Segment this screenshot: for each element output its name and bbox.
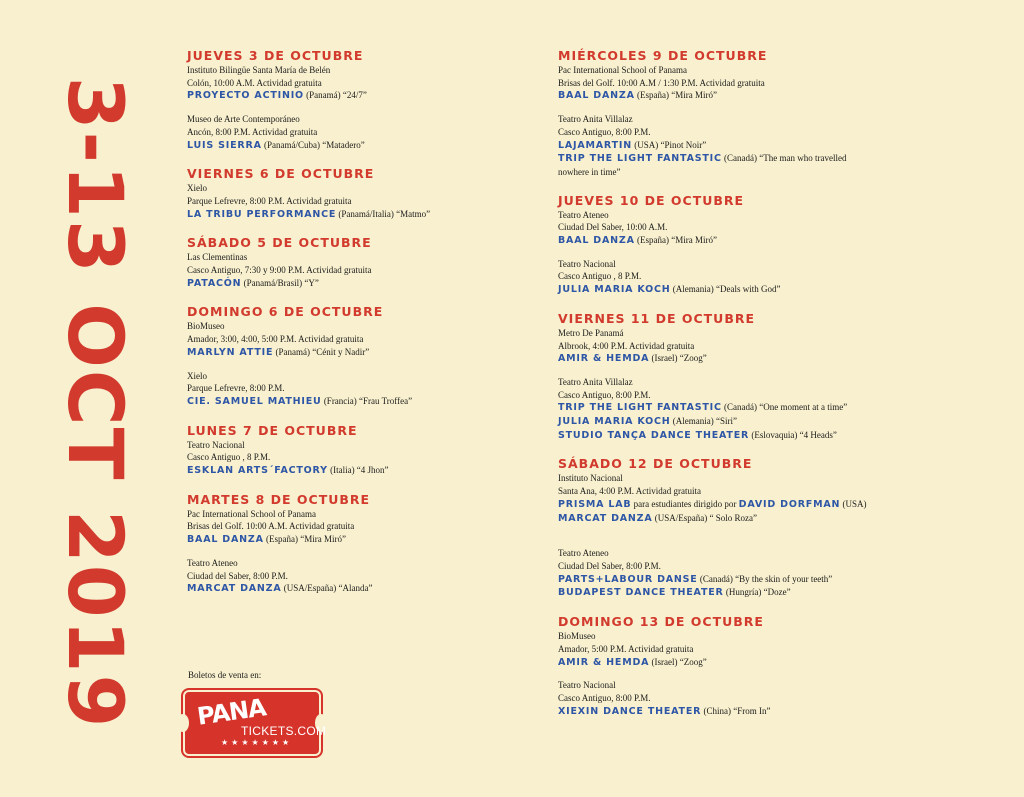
artist-name: CIE. SAMUEL MATHIEU xyxy=(187,395,322,407)
artist-name: JULIA MARIA KOCH xyxy=(558,416,671,428)
day-title: DOMINGO 13 DE OCTUBRE xyxy=(558,614,764,630)
event xyxy=(558,472,998,525)
performance-line xyxy=(187,346,517,360)
venue: BioMuseo xyxy=(558,631,596,642)
venue: Teatro Ateneo xyxy=(187,557,238,568)
performance-note-continued: nowhere in time” xyxy=(558,166,621,177)
event xyxy=(187,370,517,409)
artist-name: MARCAT DANZA xyxy=(187,583,282,595)
performance-line xyxy=(187,139,517,153)
event xyxy=(187,182,517,221)
performance-note: (USA/España) “ Solo Roza” xyxy=(652,512,758,523)
performance-note: (USA) xyxy=(840,498,867,509)
artist-name: LAJAMARTIN xyxy=(558,139,632,151)
day-title: JUEVES 10 DE OCTUBRE xyxy=(558,192,745,208)
logo-tickets-text: TICKETS.COM xyxy=(241,724,327,738)
performance-note: (Canadá) “The man who travelled xyxy=(721,153,847,164)
event-details: Brisas del Golf. 10:00 A.M / 1:30 P.M. Actividad gratuita xyxy=(558,77,765,88)
day-block xyxy=(187,492,517,596)
performance-line xyxy=(187,464,517,478)
event-details: Casco Antiguo, 8:00 P.M. xyxy=(558,692,651,703)
performance-line xyxy=(558,401,998,415)
day-block xyxy=(187,304,517,408)
day-title: MIÉRCOLES 9 DE OCTUBRE xyxy=(558,48,768,63)
artist-name: PROYECTO ACTINIO xyxy=(187,90,304,102)
artist-name: BUDAPEST DANCE THEATER xyxy=(558,587,724,599)
day-title: SÁBADO 5 DE OCTUBRE xyxy=(187,235,372,251)
venue: Xielo xyxy=(187,370,207,381)
venue: Pac International School of Panama xyxy=(558,65,687,75)
event-details: Ciudad del Saber, 8:00 P.M. xyxy=(187,570,288,581)
event xyxy=(558,258,998,297)
performance-note: (Italia) “4 Jhon” xyxy=(327,465,389,476)
performance-note: (Panamá) “Cénit y Nadir” xyxy=(273,346,370,357)
performance-line xyxy=(558,573,998,587)
performance-line xyxy=(558,656,998,670)
event xyxy=(558,113,998,179)
artist-name: PATACÓN xyxy=(187,277,242,289)
venue: Teatro Nacional xyxy=(558,680,616,691)
event-details: Brisas del Golf. 10:00 A.M. Actividad gratuita xyxy=(187,521,355,532)
artist-name: BAAL DANZA xyxy=(187,534,264,546)
event-details: Ciudad Del Saber, 10:00 A.M. xyxy=(558,222,668,233)
venue: Teatro Ateneo xyxy=(558,209,609,220)
venue: Museo de Arte Contemporáneo xyxy=(187,114,300,125)
day-title: MARTES 8 DE OCTUBRE xyxy=(187,491,371,507)
performance-note: para estudiantes dirigido por xyxy=(631,498,739,509)
event xyxy=(558,679,998,718)
schedule-column-left xyxy=(187,48,517,610)
artist-name: XIEXIN DANCE THEATER xyxy=(558,705,702,717)
performance-note: (España) “Mira Miró” xyxy=(634,90,717,101)
performance-note: (Israel) “Zoog” xyxy=(649,353,707,364)
day-title: LUNES 7 DE OCTUBRE xyxy=(187,422,358,438)
day-block xyxy=(558,614,998,718)
artist-name: AMIR & HEMDA xyxy=(558,656,650,668)
performance-note: (Alemania) “Siri” xyxy=(670,416,738,427)
event-details: Colón, 10:00 A.M. Actividad gratuita xyxy=(187,77,322,88)
day-block xyxy=(187,48,517,152)
artist-name: MARLYN ATTIE xyxy=(187,346,274,358)
day-block xyxy=(558,456,998,600)
event xyxy=(187,64,517,103)
date-range-banner xyxy=(10,58,180,748)
performance-note: (Panamá/Italia) “Matmo” xyxy=(336,208,431,219)
performance-line xyxy=(558,586,998,600)
event-details: Casco Antiguo , 8 P.M. xyxy=(558,271,642,282)
venue: BioMuseo xyxy=(187,321,225,332)
logo-pana-text: PANA xyxy=(195,693,268,731)
event xyxy=(187,320,517,359)
performance-note: (Panamá) “24/7” xyxy=(303,90,367,101)
performance-line xyxy=(558,152,998,166)
day-title: JUEVES 3 DE OCTUBRE xyxy=(187,48,364,63)
event xyxy=(187,557,517,596)
venue: Instituto Nacional xyxy=(558,473,623,484)
performance-note: (Alemania) “Deals with God” xyxy=(670,284,781,295)
performance-line xyxy=(558,139,998,153)
day-title: DOMINGO 6 DE OCTUBRE xyxy=(187,304,384,320)
event-details: Casco Antiguo, 7:30 y 9:00 P.M. Actividad gratuita xyxy=(187,265,372,276)
event-details: Parque Lefrevre, 8:00 P.M. Actividad gratuita xyxy=(187,195,352,206)
artist-name: BAAL DANZA xyxy=(558,235,635,247)
performance-note: (Israel) “Zoog” xyxy=(649,656,707,667)
artist-name: STUDIO TANÇA DANCE THEATER xyxy=(558,429,750,441)
event xyxy=(558,209,998,248)
artist-name: PRISMA LAB xyxy=(558,498,632,510)
venue: Teatro Anita Villalaz xyxy=(558,114,633,125)
artist-name: DAVID DORFMAN xyxy=(738,498,841,510)
ticket-notch-left xyxy=(177,714,189,732)
event-details: Albrook, 4:00 P.M. Actividad gratuita xyxy=(558,340,695,351)
performance-note: (España) “Mira Miró” xyxy=(634,235,717,246)
day-title: VIERNES 11 DE OCTUBRE xyxy=(558,310,756,326)
day-block xyxy=(558,311,998,443)
performance-note: (Francia) “Frau Troffea” xyxy=(321,395,413,406)
performance-line xyxy=(187,89,517,103)
event-details: Santa Ana, 4:00 P.M. Actividad gratuita xyxy=(558,486,701,497)
performance-note: (USA) “Pinot Noir” xyxy=(631,139,707,150)
performance-line xyxy=(187,277,517,291)
artist-name: ESKLAN ARTS´FACTORY xyxy=(187,465,328,477)
event xyxy=(558,376,998,443)
venue: Metro De Panamá xyxy=(558,327,624,338)
venue: Instituto Bilingüe Santa María de Belén xyxy=(187,65,331,75)
performance-line xyxy=(558,498,998,512)
day-block xyxy=(187,166,517,221)
spacer xyxy=(558,535,998,547)
performance-line xyxy=(187,395,517,409)
performance-note: (España) “Mira Miró” xyxy=(263,534,346,545)
venue: Teatro Nacional xyxy=(558,258,616,269)
performance-line xyxy=(558,415,998,429)
artist-name: LUIS SIERRA xyxy=(187,139,262,151)
date-range-text: 3-13 OCT 2019 xyxy=(51,76,140,730)
performance-note: (Panamá/Cuba) “Matadero” xyxy=(261,139,365,150)
artist-name: BAAL DANZA xyxy=(558,90,635,102)
performance-line xyxy=(187,533,517,547)
event xyxy=(558,630,998,669)
event-details: Parque Lefrevre, 8:00 P.M. xyxy=(187,383,285,394)
tickets-label: Boletos de venta en: xyxy=(188,670,262,680)
event xyxy=(187,251,517,290)
performance-line xyxy=(558,283,998,297)
artist-name: AMIR & HEMDA xyxy=(558,353,650,365)
event-details: Casco Antiguo, 8:00 P.M. xyxy=(558,126,651,137)
performance-note: (Panamá/Brasil) “Y” xyxy=(241,277,319,288)
venue: Teatro Nacional xyxy=(187,439,245,450)
logo-stars: ★★★★★★★ xyxy=(221,738,293,747)
artist-name: TRIP THE LIGHT FANTASTIC xyxy=(558,402,722,414)
event xyxy=(558,327,998,366)
performance-line xyxy=(558,512,998,526)
event-details: Amador, 5:00 P.M. Actividad gratuita xyxy=(558,643,694,654)
event-details: Amador, 3:00, 4:00, 5:00 P.M. Actividad gratuita xyxy=(187,334,364,345)
artist-name: JULIA MARIA KOCH xyxy=(558,284,671,296)
performance-line xyxy=(558,89,998,103)
performance-line xyxy=(558,429,998,443)
venue: Teatro Ateneo xyxy=(558,548,609,559)
day-title: VIERNES 6 DE OCTUBRE xyxy=(187,166,375,182)
performance-note: (Canadá) “One moment at a time” xyxy=(721,402,848,413)
day-block xyxy=(558,193,998,297)
day-block xyxy=(187,423,517,478)
artist-name: PARTS+LABOUR DANSE xyxy=(558,573,698,585)
day-block xyxy=(187,235,517,290)
venue: Las Clementinas xyxy=(187,252,248,263)
performance-line xyxy=(187,582,517,596)
event xyxy=(187,439,517,478)
artist-name: LA TRIBU PERFORMANCE xyxy=(187,208,337,220)
performance-line xyxy=(187,208,517,222)
performance-note: (Eslovaquia) “4 Heads” xyxy=(749,429,837,440)
venue: Pac International School of Panama xyxy=(187,508,316,519)
performance-note: (China) “From In” xyxy=(701,705,771,716)
event-details: Ancón, 8:00 P.M. Actividad gratuita xyxy=(187,126,318,137)
performance-note: (Canadá) “By the skin of your teeth” xyxy=(697,573,833,584)
day-block xyxy=(558,48,998,179)
schedule-column-right xyxy=(558,48,998,732)
day-title: SÁBADO 12 DE OCTUBRE xyxy=(558,456,753,472)
event-details: Casco Antiguo, 8:00 P.M. xyxy=(558,389,651,400)
event-details: Casco Antiguo , 8 P.M. xyxy=(187,452,271,463)
artist-name: MARCAT DANZA xyxy=(558,512,653,524)
performance-line xyxy=(558,352,998,366)
venue: Teatro Anita Villalaz xyxy=(558,376,633,387)
artist-name: TRIP THE LIGHT FANTASTIC xyxy=(558,153,722,165)
performance-line xyxy=(558,234,998,248)
venue: Xielo xyxy=(187,183,207,194)
event xyxy=(187,508,517,547)
event-details: Ciudad Del Saber, 8:00 P.M. xyxy=(558,560,661,571)
performance-note: (USA/España) “Alanda” xyxy=(281,583,373,594)
performance-note: (Hungría) “Doze” xyxy=(723,587,791,598)
event xyxy=(558,64,998,103)
event xyxy=(558,535,998,600)
panatickets-logo[interactable] xyxy=(183,690,327,756)
performance-line xyxy=(558,705,998,719)
event xyxy=(187,113,517,152)
